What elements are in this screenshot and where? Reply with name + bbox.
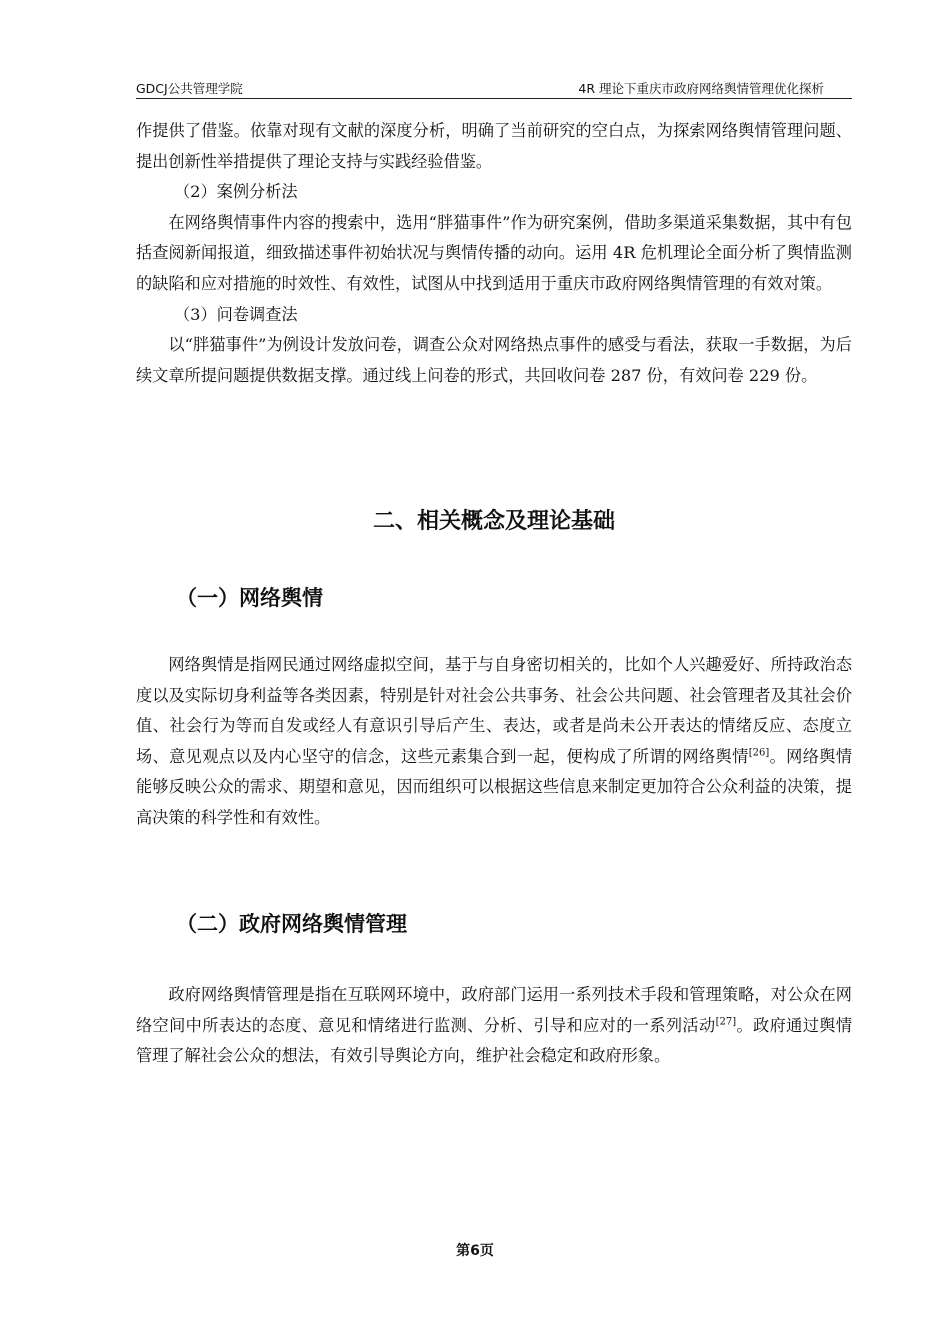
paragraph-questionnaire: 以“胖猫事件”为例设计发放问卷，调查公众对网络热点事件的感受与看法，获取一手数据，为后续文章所提问题提供数据支撑。通过线上问卷的形式，共回收问卷 287 份，有效问卷 229 份。 — [136, 335, 852, 385]
paragraph-government-text-a: 政府网络舆情管理是指在互联网环境中，政府部门运用一系列技术手段和管理策略，对公众在网络空间中所表达的态度、意见和情绪进行监测、分析、引导和应对的一系列活动 — [136, 985, 852, 1035]
paragraph-network-opinion-text-a: 网络舆情是指网民通过网络虚拟空间，基于与自身密切相关的，比如个人兴趣爱好、所持政治态度以及实际切身利益等各类因素，特别是针对社会公共事务、社会公共问题、社会管理者及其社会价值、社会行为等而自发或经人有意识引导后产生、表达，或者是尚未公开表达的情绪反应、态度立场、意见观点以及内心坚守的信念，这些元素集合到一起，便构成了所谓的网络舆情 — [136, 655, 852, 766]
subheading-questionnaire: （3）问卷调查法 — [174, 304, 298, 324]
intro-block — [136, 116, 852, 391]
section-title: 二、相关概念及理论基础 — [372, 509, 615, 534]
subsection-1-body — [136, 650, 852, 834]
subsection-1-title: （一）网络舆情 — [176, 586, 323, 610]
citation-27: [27] — [715, 1016, 737, 1028]
subsection-2-title: （二）政府网络舆情管理 — [176, 912, 407, 936]
header-thesis-title: 4R 理论下重庆市政府网络舆情管理优化探析 — [578, 81, 824, 96]
citation-26: [26] — [748, 747, 770, 759]
paragraph-case-study: 在网络舆情事件内容的搜索中，选用“胖猫事件”作为研究案例，借助多渠道采集数据，其中有包括查阅新闻报道，细致描述事件初始状况与舆情传播的动向。运用 4R 危机理论全面分析了舆情监测的缺陷和应对措施的时效性、有效性，试图从中找到适用于重庆市政府网络舆情管理的有效对策。 — [136, 212, 852, 293]
page-header — [136, 76, 852, 99]
page-number: 第6页 — [456, 1243, 494, 1259]
subheading-case-study: （2）案例分析法 — [174, 182, 298, 202]
paragraph-government-management — [136, 980, 852, 1072]
paragraph-government-text-b: 。政府通过舆情管理了解社会公众的想法，有效引导舆论方向，维护社会稳定和政府形象。 — [136, 1015, 853, 1066]
paragraph-network-opinion — [136, 650, 852, 834]
subsection-2-body — [136, 980, 852, 1072]
header-institution: GDCJ公共管理学院 — [136, 81, 243, 96]
paragraph-network-opinion-text-b: 。网络舆情能够反映公众的需求、期望和意见，因而组织可以根据这些信息来制定更加符合公众利益的决策，提高决策的科学性和有效性。 — [136, 746, 853, 827]
paragraph-literature: 作提供了借鉴。依靠对现有文献的深度分析，明确了当前研究的空白点，为探索网络舆情管理问题、提出创新性举措提供了理论支持与实践经验借鉴。 — [136, 121, 852, 171]
